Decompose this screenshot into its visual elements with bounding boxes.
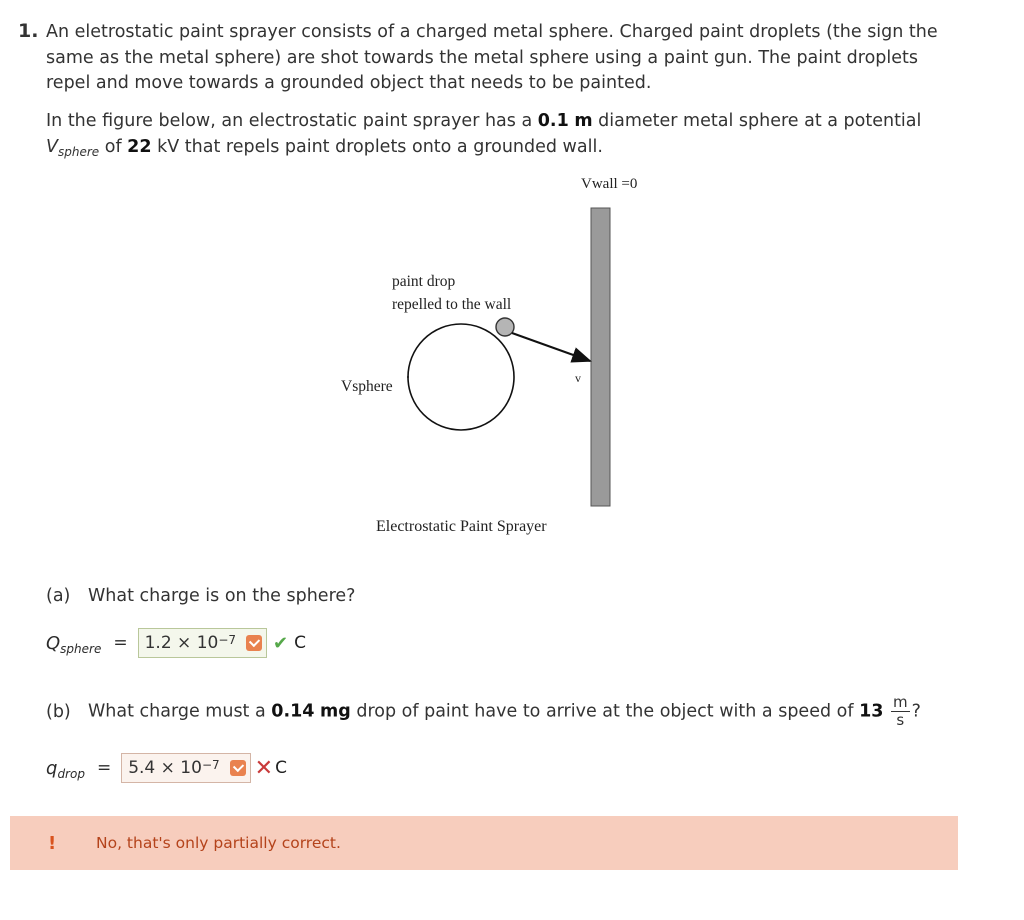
mass-value: 0.14: [271, 701, 315, 722]
v-sphere-symbol: $V_{sphere}$: [46, 136, 100, 159]
part-b-question: (b) What charge must a 0.14 mg drop of paint have to arrive at the object with a speed of 13 $\frac{m}{s}$ ?: [46, 693, 921, 729]
diameter-unit: m: [574, 111, 593, 131]
grounded-wall: [591, 208, 610, 506]
part-a-answer-row: $Q_{sphere}$ = 1.2 × 10 $^{-7}$ ✔ C: [46, 628, 306, 658]
speed-value: 13: [859, 701, 884, 722]
figure-caption: Electrostatic Paint Sprayer: [376, 518, 547, 535]
q-sphere-symbol: $Q_{sphere}$: [46, 632, 102, 656]
metal-sphere: [408, 324, 514, 430]
potential-value: 22: [127, 136, 152, 157]
q-drop-symbol: $q_{drop}$: [46, 757, 85, 781]
incorrect-cross-icon: ✕: [254, 755, 274, 781]
answer-preview-icon[interactable]: [230, 760, 246, 776]
part-b-unit: C: [275, 758, 287, 778]
part-a-question: (a) What charge is on the sphere?: [46, 586, 356, 606]
feedback-alert: [10, 816, 958, 870]
part-b-answer-row: $q_{drop}$ = 5.4 × 10 $^{-7}$ ✕ C: [46, 753, 287, 783]
question-intro: An eletrostatic paint sprayer consists of a charged metal sphere. Charged paint droplets (the sign the same as the metal sphere) are shot towards the metal sphere using a paint gun. The paint droplets repel and move towards a grounded object that needs to be painted.: [46, 22, 938, 93]
question-setup: In the figure below, an electrostatic paint sprayer has a 0.1 m diameter metal sphere at a potential $V_{sphere}$ of 22 kV that repels paint droplets onto a grounded wall.: [46, 111, 922, 159]
exclamation-icon: !: [48, 832, 57, 854]
vwall-label: Vwall =0: [581, 176, 638, 192]
speed-unit-fraction: $\frac{m}{s}$: [893, 693, 908, 729]
correct-check-icon: ✔: [273, 632, 289, 654]
answer-preview-icon[interactable]: [246, 635, 262, 651]
drop-label-line2: repelled to the wall: [392, 296, 512, 313]
paint-drop: [496, 318, 514, 336]
feedback-message: No, that's only partially correct.: [96, 834, 341, 852]
diameter-value: 0.1: [537, 111, 569, 131]
velocity-arrow: [512, 333, 590, 361]
velocity-label: v: [575, 371, 581, 385]
part-a-answer-input[interactable]: 1.2 × 10 $^{-7}$: [138, 628, 267, 658]
vsphere-label: Vsphere: [341, 378, 393, 395]
drop-label-line1: paint drop: [392, 273, 456, 290]
question-number: 1.: [18, 20, 39, 42]
mass-unit: mg: [320, 701, 351, 722]
potential-unit: kV: [157, 136, 180, 157]
part-a-unit: C: [294, 633, 307, 653]
part-b-answer-input[interactable]: 5.4 × 10 $^{-7}$: [121, 753, 250, 783]
